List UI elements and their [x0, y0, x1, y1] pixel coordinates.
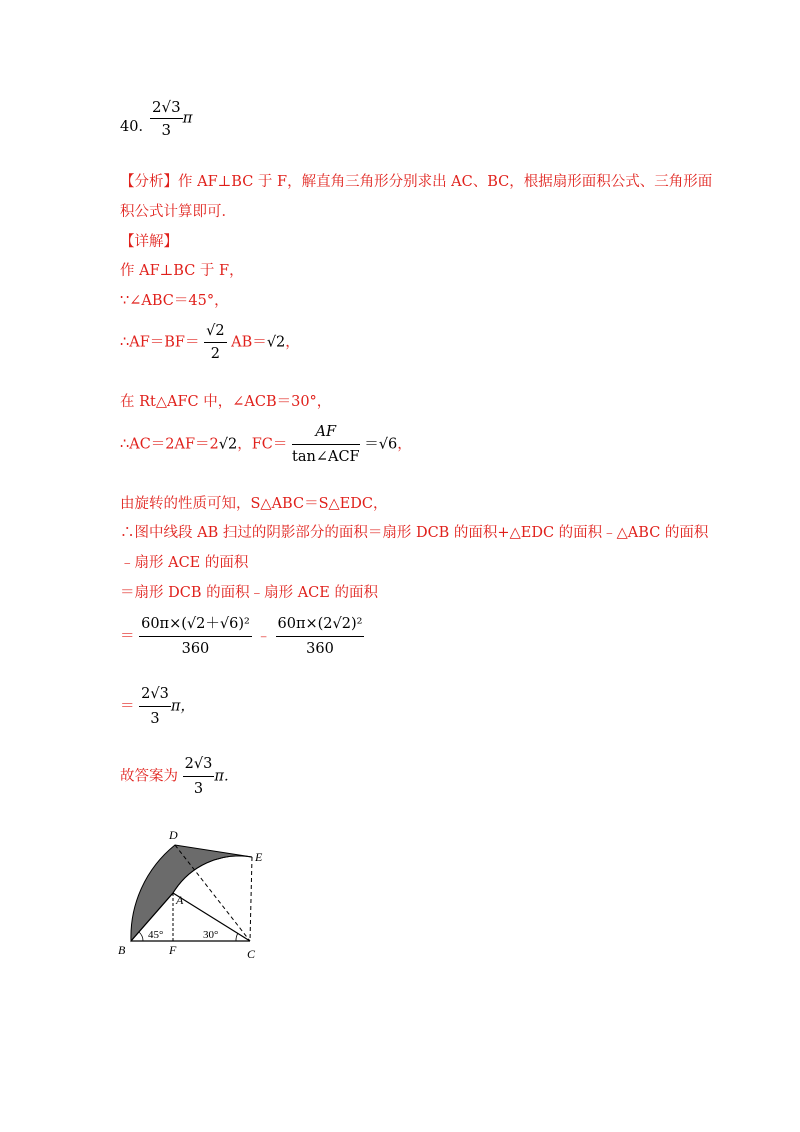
segment-ec: [250, 857, 252, 941]
step-12: 故答案为 $\frac{2√3}{3}$ π．: [120, 756, 239, 797]
label-angle-45: 45°: [148, 929, 164, 941]
step-5-fraction: $\frac{AF}{\text{tan∠ACF}}$: [292, 424, 360, 465]
label-e: E: [255, 850, 263, 864]
label-angle-30: 30°: [203, 929, 219, 941]
step-4: 在 Rt△AFC 中，∠ACB＝30°，: [120, 394, 332, 410]
label-a: A: [176, 893, 184, 907]
step-10-fraction-2: $\frac{\text{60π×(2√2)²}}{360}$: [277, 616, 363, 657]
step-1: 作 AF⊥BC 于 F，: [120, 263, 244, 279]
step-10: ＝ $\frac{\text{60π×(√2＋√6)²}}{360}$ ﹣ $\frac{\text{60π×(2√2)²}}{360}$: [120, 616, 363, 657]
step-8: ﹣扇形 ACE 的面积: [120, 555, 249, 571]
answer-value: $\frac{2√3}{3}$ π: [152, 98, 193, 139]
step-11-fraction: $\frac{2√3}{3}$: [141, 686, 169, 727]
step-12-fraction: $\frac{2√3}{3}$: [184, 756, 213, 797]
angle-arc-b: [139, 932, 143, 941]
question-number: 40．: [120, 119, 153, 135]
step-7: ∴图中线段 AB 扫过的阴影部分的面积＝扇形 DCB 的面积+△EDC 的面积﹣△ABC 的面积: [120, 525, 709, 541]
label-d: D: [169, 828, 178, 842]
analysis-line-2: 积公式计算即可．: [120, 204, 236, 220]
step-5: ∴AC＝2AF＝2√2，FC＝ $\frac{AF}{\text{tan∠ACF}}$ ＝√6，: [120, 424, 412, 465]
step-6: 由旋转的性质可知，S△ABC＝S△EDC，: [120, 496, 388, 512]
step-3-fraction: $\frac{√2}{2}$: [206, 323, 225, 362]
angle-arc-c: [236, 933, 238, 941]
analysis-tag: 【分析】: [120, 174, 178, 190]
geometry-figure: [110, 820, 280, 970]
label-b: B: [118, 943, 126, 957]
step-10-fraction-1: $\frac{\text{60π×(√2＋√6)²}}{360}$: [141, 616, 250, 657]
detail-tag: 【详解】: [120, 234, 178, 250]
step-2: ∵∠ABC＝45°，: [120, 293, 229, 309]
label-f: F: [169, 943, 177, 957]
label-c: C: [247, 947, 256, 961]
answer-fraction: $\frac{2√3}{3}$: [152, 98, 181, 139]
step-11: ＝ $\frac{2√3}{3}$ π，: [120, 686, 195, 727]
analysis-line-1: 【分析】作 AF⊥BC 于 F，解直角三角形分别求出 AC、BC，根据扇形面积公式、三角形面: [120, 174, 713, 190]
shaded-region: [131, 845, 252, 941]
step-3: ∴AF＝BF＝ $\frac{√2}{2}$ AB＝√2，: [120, 323, 300, 362]
step-9: ＝扇形 DCB 的面积﹣扇形 ACE 的面积: [120, 585, 378, 601]
